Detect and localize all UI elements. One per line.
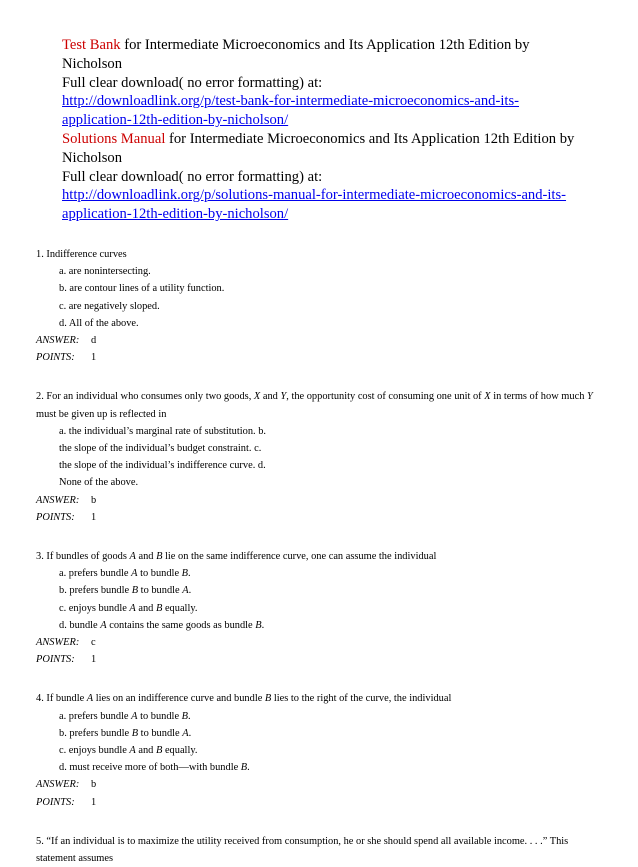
points-label: POINTS: [36, 511, 75, 523]
answer-value: b [91, 494, 97, 506]
question-stem: 1. Indifference curves [36, 249, 127, 260]
answer-line [36, 492, 606, 509]
option-b: b. prefers bundle B to bundle A. [59, 727, 192, 739]
option-d: d. All of the above. [59, 317, 139, 329]
answer-value: c [91, 637, 96, 649]
question-4 [36, 690, 606, 810]
option-a: a. the individual’s marginal rate of substitution. b. [59, 425, 267, 437]
points-value: 1 [91, 511, 97, 523]
option-c: c. enjoys bundle A and B equally. [59, 602, 198, 614]
test-bank-link[interactable]: http://downloadlink.org/p/test-bank-for-intermediate-microeconomics-and-its-application-12th-edition-by-nicholson/ [62, 93, 519, 129]
answer-label: ANSWER: [36, 335, 80, 347]
points-value: 1 [91, 796, 97, 808]
answer-value: d [91, 335, 97, 347]
test-bank-line [62, 36, 582, 74]
promo-block [62, 36, 582, 224]
points-label: POINTS: [36, 352, 75, 364]
question-stem: 2. For an individual who consumes only two goods, X and Y, the opportunity cost of consuming one unit of X in terms of how much Y must be given up is reflected in [36, 391, 593, 420]
question-2 [36, 388, 606, 526]
question-stem: 3. If bundles of goods A and B lie on the same indifference curve, one can assume the individual [36, 551, 437, 563]
option-d: d. bundle A contains the same goods as bundle B. [59, 619, 265, 631]
option-d: None of the above. [59, 477, 139, 489]
points-label: POINTS: [36, 654, 75, 666]
option-b: b. are contour lines of a utility function. [59, 283, 225, 295]
answer-value: b [91, 779, 97, 791]
question-stem: 5. “If an individual is to maximize the utility received from consumption, he or she should spend all available income. . . .” This statement assumes [36, 835, 569, 865]
option-a: a. prefers bundle A to bundle B. [59, 568, 191, 580]
solutions-manual-label: Solutions Manual [62, 130, 166, 147]
option-b: the slope of the individual’s budget constraint. c. [59, 443, 262, 455]
answer-line [36, 634, 606, 651]
answer-label: ANSWER: [36, 637, 80, 649]
option-d: d. must receive more of both—with bundle B. [59, 762, 250, 774]
option-c: c. enjoys bundle A and B equally. [59, 745, 198, 757]
answer-label: ANSWER: [36, 494, 80, 506]
solutions-manual-link[interactable]: http://downloadlink.org/p/solutions-manual-for-intermediate-microeconomics-and-its-application-12th-edition-by-nicholson/ [62, 187, 567, 223]
option-c: c. are negatively sloped. [59, 300, 160, 312]
option-a: a. prefers bundle A to bundle B. [59, 710, 191, 722]
solutions-manual-title: for Intermediate Microeconomics and Its Application 12th Edition by Nicholson [62, 130, 575, 166]
points-line [36, 651, 606, 668]
answer-line [36, 332, 606, 349]
question-list [36, 246, 606, 867]
test-bank-title: for Intermediate Microeconomics and Its Application 12th Edition by Nicholson [62, 37, 530, 72]
points-value: 1 [91, 352, 97, 364]
question-stem: 4. If bundle A lies on an indifference curve and bundle B lies to the right of the curve, the individual [36, 693, 452, 705]
points-line [36, 349, 606, 366]
answer-line [36, 776, 606, 793]
download-text-2: Full clear download( no error formatting) at: [62, 168, 323, 185]
question-5 [36, 833, 606, 867]
points-label: POINTS: [36, 796, 75, 808]
answer-label: ANSWER: [36, 779, 80, 791]
test-bank-label: Test Bank [62, 37, 121, 53]
points-line [36, 794, 606, 811]
question-3 [36, 548, 606, 668]
download-text-1: Full clear download( no error formatting) at: [62, 74, 323, 91]
points-value: 1 [91, 654, 97, 666]
points-line [36, 509, 606, 526]
option-a: a. are nonintersecting. [59, 266, 151, 278]
solutions-manual-line [62, 130, 582, 168]
question-1 [36, 246, 606, 366]
option-c: the slope of the individual’s indifference curve. d. [59, 460, 266, 472]
option-b: b. prefers bundle B to bundle A. [59, 585, 192, 597]
